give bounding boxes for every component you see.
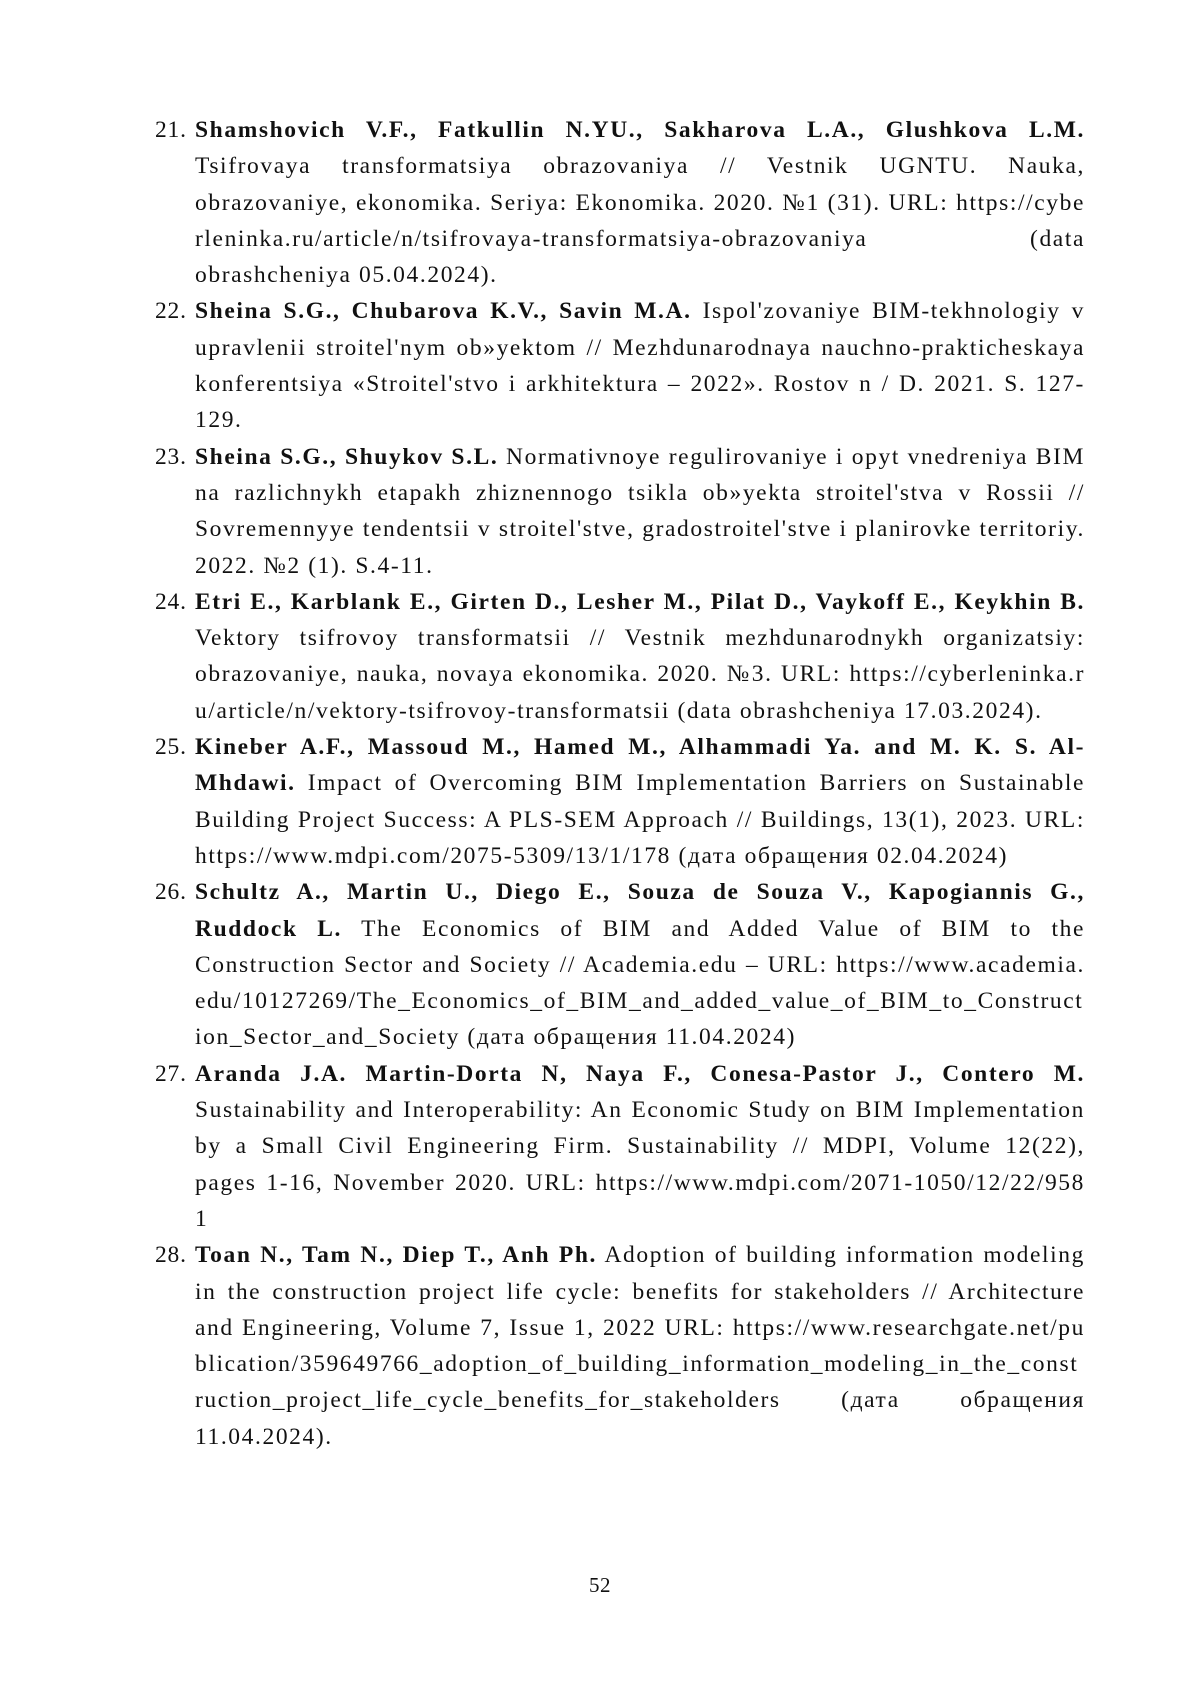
reference-number: 24. bbox=[155, 584, 195, 620]
reference-url: https://cyberleninka.ru/article/n/vektory-tsifrovoy-transformatsii bbox=[195, 661, 1085, 723]
document-page bbox=[0, 0, 1200, 1698]
reference-number: 25. bbox=[155, 729, 195, 765]
reference-url: https://www.mdpi.com/2071-1050/12/22/9581 bbox=[195, 1170, 1085, 1232]
reference-number: 26. bbox=[155, 874, 195, 910]
reference-url: https://www.academia.edu/10127269/The_Economics_of_BIM_and_added_value_of_BIM_to_Construction_Sector_and_Society bbox=[195, 952, 1085, 1051]
reference-authors: Etri E., Karblank E., Girten D., Lesher M., Pilat D., Vaykoff E., Keykhin B. bbox=[195, 589, 1085, 615]
reference-tail: (дата обращения 02.04.2024) bbox=[671, 843, 1008, 869]
reference-authors: Shamshovich V.F., Fatkullin N.YU., Sakharova L.A., Glushkova L.M. bbox=[195, 117, 1085, 143]
reference-item bbox=[155, 1056, 1085, 1237]
reference-item bbox=[155, 112, 1085, 293]
reference-item bbox=[155, 439, 1085, 584]
reference-url: https://www.researchgate.net/publication/359649766_adoption_of_building_information_modeling_in_the_construction_project_life_cycle_benefits_for_stakeholders bbox=[195, 1315, 1085, 1414]
reference-authors: Aranda J.A. Martin-Dorta N, Naya F., Conesa-Pastor J., Contero M. bbox=[195, 1061, 1085, 1087]
reference-authors: Toan N., Tam N., Diep T., Anh Ph. bbox=[195, 1242, 597, 1268]
reference-number: 28. bbox=[155, 1237, 195, 1273]
reference-item bbox=[155, 729, 1085, 874]
reference-authors: Sheina S.G., Shuykov S.L. bbox=[195, 444, 498, 470]
reference-number: 23. bbox=[155, 439, 195, 475]
reference-body: Adoption of building information modeling in the construction project life cycle: benefits for stakeholders // Architecture and Engineering, Volume 7, Issue 1, 2022 URL: bbox=[195, 1242, 1085, 1341]
reference-url: https://cyberleninka.ru/article/n/tsifrovaya-transformatsiya-obrazovaniya bbox=[195, 190, 1085, 252]
reference-list bbox=[155, 112, 1085, 1455]
reference-body: Vektory tsifrovoy transformatsii // Vestnik mezhdunarodnykh organizatsiy: obrazovaniye, nauka, novaya ekonomika. 2020. №3. URL: bbox=[195, 625, 1085, 687]
reference-item bbox=[155, 874, 1085, 1055]
reference-body: Ispol'zovaniye BIM-tekhnologiy v upravlenii stroitel'nym ob»yektom // Mezhdunarodnaya nauchno-prakticheskaya konferentsiya «Stroitel'stvo i arkhitektura – 2022». Rostov n / D. 2021. S. 127-129. bbox=[195, 298, 1085, 433]
reference-body: Tsifrovaya transformatsiya obrazovaniya // Vestnik UGNTU. Nauka, obrazovaniye, ekonomika. Seriya: Ekonomika. 2020. №1 (31). URL: bbox=[195, 153, 1085, 215]
reference-number: 21. bbox=[155, 112, 195, 148]
page-number: 52 bbox=[0, 1573, 1200, 1598]
reference-authors: Kineber A.F., Massoud M., Hamed M., Alhammadi Ya. and M. K. S. Al-Mhdawi. bbox=[195, 734, 1085, 796]
reference-number: 27. bbox=[155, 1056, 195, 1092]
reference-tail: (дата обращения 11.04.2024) bbox=[460, 1024, 796, 1050]
reference-item bbox=[155, 293, 1085, 438]
reference-authors: Schultz A., Martin U., Diego E., Souza de Souza V., Kapogiannis G., Ruddock L. bbox=[195, 879, 1085, 941]
reference-body: Normativnoye regulirovaniye i opyt vnedreniya BIM na razlichnykh etapakh zhiznennogo tsikla ob»yekta stroitel'stva v Rossii // Sovremennyye tendentsii v stroitel'stve, gradostroitel'stve i planirovke territoriy. 2022. №2 (1). S.4-11. bbox=[195, 444, 1085, 579]
reference-tail: (data obrashcheniya 05.04.2024). bbox=[195, 226, 1085, 288]
reference-number: 22. bbox=[155, 293, 195, 329]
reference-item bbox=[155, 584, 1085, 729]
reference-url: https://www.mdpi.com/2075-5309/13/1/178 bbox=[195, 843, 671, 869]
reference-item bbox=[155, 1237, 1085, 1455]
reference-tail: (дата обращения 11.04.2024). bbox=[195, 1387, 1085, 1449]
reference-authors: Sheina S.G., Chubarova K.V., Savin M.A. bbox=[195, 298, 692, 324]
reference-tail: (data obrashcheniya 17.03.2024). bbox=[670, 698, 1043, 724]
reference-body: Impact of Overcoming BIM Implementation Barriers on Sustainable Building Project Success: A PLS-SEM Approach // Buildings, 13(1), 2023. URL: bbox=[195, 770, 1085, 832]
reference-body: The Economics of BIM and Added Value of BIM to the Construction Sector and Society // Academia.edu – URL: bbox=[195, 916, 1085, 978]
reference-body: Sustainability and Interoperability: An Economic Study on BIM Implementation by a Small Civil Engineering Firm. Sustainability // MDPI, Volume 12(22), pages 1-16, November 2020. URL: bbox=[195, 1097, 1085, 1196]
